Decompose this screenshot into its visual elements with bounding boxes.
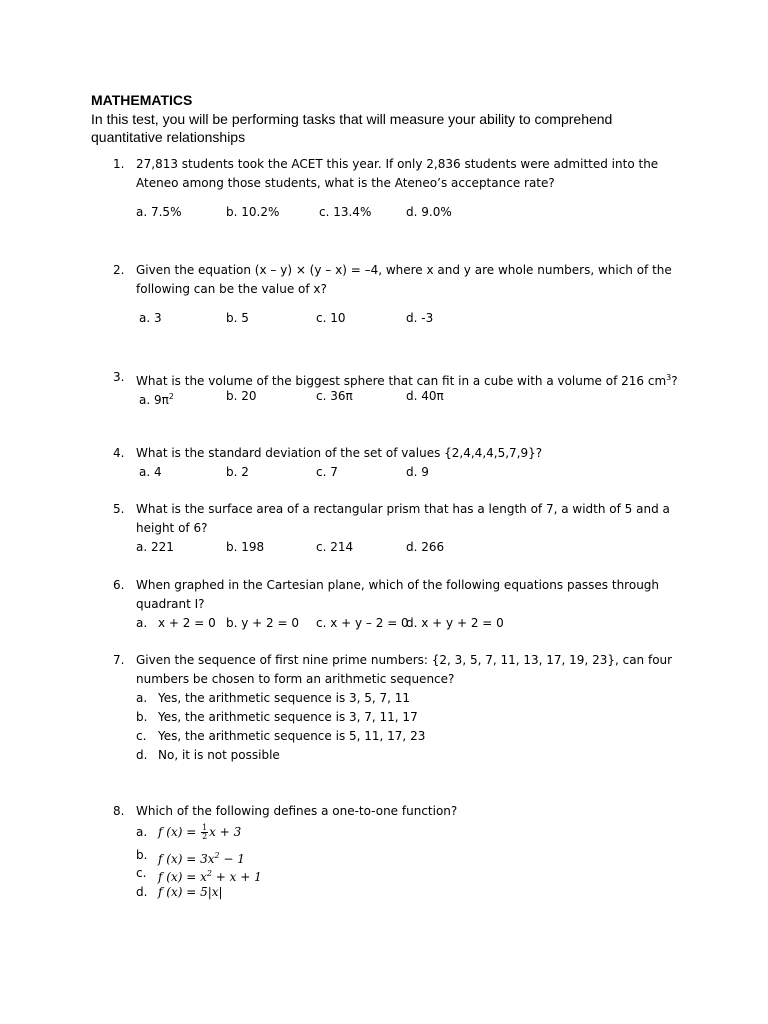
option-d (0, 746, 768, 765)
question-number: 8. (113, 804, 125, 818)
question-number: 3. (113, 370, 125, 384)
option-a-letter: a. (136, 616, 148, 630)
option-text: No, it is not possible (158, 748, 280, 762)
option-d: d. 266 (406, 540, 445, 554)
option-b: b. 10.2% (226, 205, 280, 219)
option-c: c. x + y – 2 = 0 (316, 616, 409, 630)
option-b: b. 5 (226, 311, 249, 325)
section-title: MATHEMATICS (91, 92, 193, 108)
question-text: Which of the following defines a one-to-one function? (136, 804, 458, 818)
option-letter: a. (136, 825, 148, 839)
option-a: a. 221 (136, 540, 174, 554)
section-intro: In this test, you will be performing tasks that will measure your ability to comprehend quantitative relationships (91, 111, 613, 145)
option-c: c. 36π (316, 389, 353, 403)
question-text: Given the sequence of first nine prime numbers: {2, 3, 5, 7, 11, 13, 17, 19, 23}, can four numbers be chosen to form an arithmetic sequence? (136, 653, 673, 686)
question-text: What is the surface area of a rectangular prism that has a length of 7, a width of 5 and a height of 6? (136, 502, 670, 535)
option-d: d. x + y + 2 = 0 (406, 616, 504, 630)
option-c: c. 7 (316, 465, 338, 479)
option-c (0, 727, 768, 746)
option-d: d. 9.0% (406, 205, 452, 219)
option-a (0, 823, 768, 844)
option-b (0, 846, 768, 865)
option-text: Yes, the arithmetic sequence is 3, 7, 11, 17 (158, 710, 418, 724)
option-letter: d. (136, 748, 148, 762)
option-a: x + 2 = 0 (158, 616, 216, 630)
option-b: b. 198 (226, 540, 265, 554)
option-a: a. 4 (139, 465, 162, 479)
question-number: 6. (113, 578, 125, 592)
option-text: Yes, the arithmetic sequence is 5, 11, 17, 23 (158, 729, 426, 743)
question-text: Given the equation (x – y) × (y – x) = –4, where x and y are whole numbers, which of the following can be the value of x? (136, 263, 672, 296)
option-letter: c. (136, 866, 147, 880)
question-number: 4. (113, 446, 125, 460)
option-letter: b. (136, 848, 148, 862)
option-letter: b. (136, 710, 148, 724)
option-a: a. 3 (139, 311, 162, 325)
option-text: Yes, the arithmetic sequence is 3, 5, 7, 11 (158, 691, 411, 705)
question-number: 5. (113, 502, 125, 516)
option-b: b. 2 (226, 465, 249, 479)
option-b: b. y + 2 = 0 (226, 616, 299, 630)
option-c: c. 214 (316, 540, 354, 554)
question-number: 7. (113, 653, 125, 667)
option-formula: f $(x) = x^2 + x + 1$ (158, 869, 262, 884)
option-letter: d. (136, 885, 148, 899)
option-d: d. -3 (406, 311, 434, 325)
option-formula: f (x) = 5|x| (158, 885, 223, 899)
option-c: c. 10 (316, 311, 346, 325)
option-c (0, 864, 768, 883)
option-formula: f (x) = $\frac{1}{2}$ x + 3 (158, 823, 242, 841)
question-text: What is the standard deviation of the set of values {2,4,4,4,5,7,9}? (136, 446, 543, 460)
option-d (0, 883, 768, 902)
option-formula: f $(x) = 3x^2 - 1$ (158, 851, 245, 866)
question-number: 1. (113, 157, 125, 171)
option-letter: c. (136, 729, 147, 743)
option-d: d. 40π (406, 389, 444, 403)
question-text: What is the volume of the biggest sphere that can fit in a cube with a volume of 216 $cm^3$? (136, 373, 678, 388)
question-text: 27,813 students took the ACET this year. If only 2,836 students were admitted into the Ateneo among those students, what is the Ateneo’s acceptance rate? (136, 157, 659, 190)
option-d: d. 9 (406, 465, 429, 479)
option-a: a. $9\pi^2$ (139, 392, 174, 407)
question-number: 2. (113, 263, 125, 277)
option-c: c. 13.4% (319, 205, 372, 219)
option-b: b. 20 (226, 389, 257, 403)
question-text: When graphed in the Cartesian plane, which of the following equations passes through quadrant I? (136, 578, 660, 611)
option-a (0, 689, 768, 708)
option-letter: a. (136, 691, 148, 705)
option-b (0, 708, 768, 727)
option-a: a. 7.5% (136, 205, 182, 219)
